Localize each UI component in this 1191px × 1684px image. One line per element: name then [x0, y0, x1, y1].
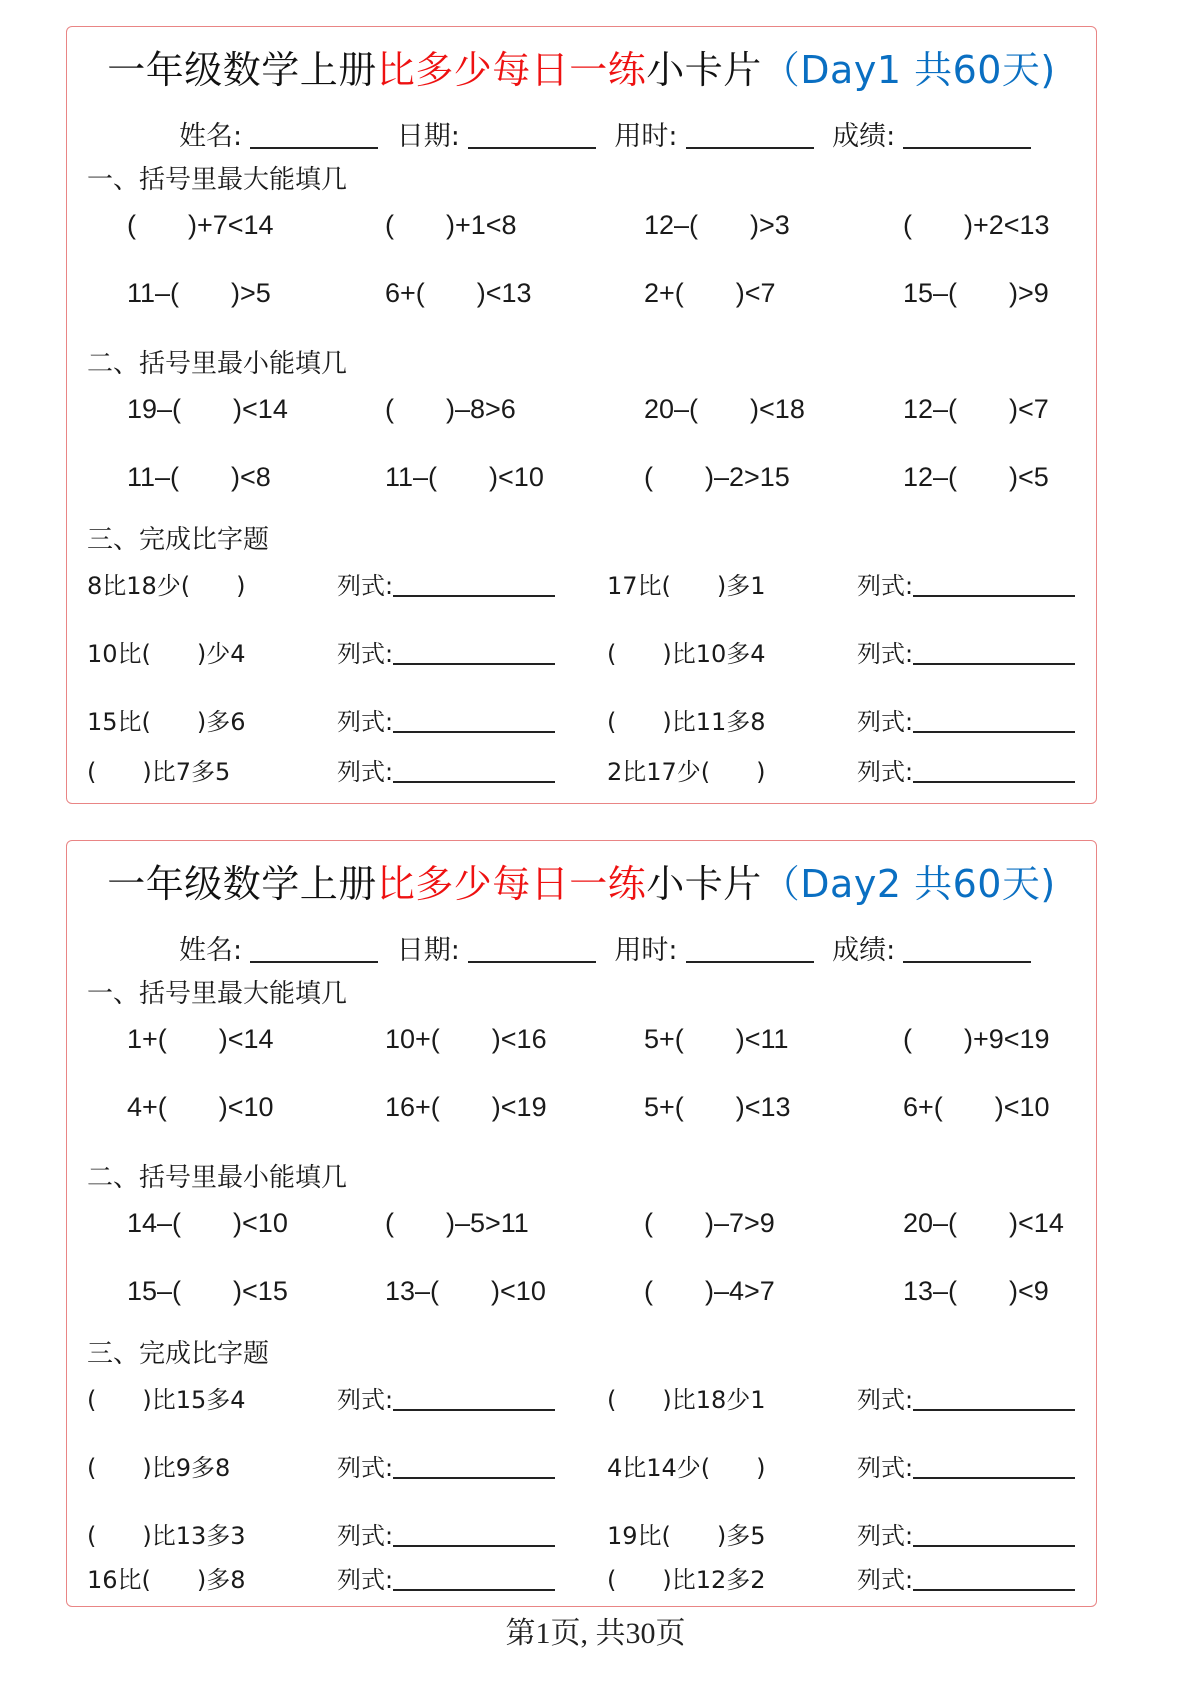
equation: [644, 391, 805, 427]
equation: [903, 459, 1049, 495]
formula-blank[interactable]: [913, 757, 1075, 783]
formula-field[interactable]: [857, 1451, 1075, 1485]
formula-label: 列式:: [857, 572, 914, 600]
q-pre: 8比18少(: [87, 572, 191, 600]
date-blank[interactable]: [468, 121, 596, 149]
eq-post: )–8>6: [446, 394, 516, 424]
eq-post: )<10: [994, 1092, 1050, 1122]
eq-post: )+9<19: [964, 1024, 1050, 1054]
eq-pre: 13–(: [385, 1276, 440, 1306]
name-field[interactable]: [179, 119, 378, 155]
eq-pre: 19–(: [127, 394, 182, 424]
formula-field[interactable]: [857, 1563, 1075, 1597]
formula-field[interactable]: [337, 1563, 555, 1597]
worksheet-card-day2: [66, 840, 1097, 1607]
eq-pre: 20–(: [903, 1208, 958, 1238]
date-label: 日期:: [396, 935, 460, 966]
formula-label: 列式:: [857, 1386, 914, 1414]
eq-post: )<15: [233, 1276, 288, 1306]
time-blank[interactable]: [686, 935, 814, 963]
q-post: )比7多5: [142, 758, 231, 786]
equation: [644, 275, 776, 311]
formula-blank[interactable]: [393, 1565, 555, 1591]
section-max-fill-title: 一、括号里最大能填几: [87, 979, 348, 1009]
time-field[interactable]: [614, 933, 813, 969]
q-pre: (: [87, 1386, 97, 1414]
date-field[interactable]: [397, 933, 596, 969]
eq-pre: 11–(: [385, 462, 438, 492]
date-field[interactable]: [397, 119, 596, 155]
q-post: )比11多8: [662, 708, 766, 736]
eq-post: )<9: [1009, 1276, 1049, 1306]
compare-row: [67, 637, 1096, 671]
equation-row: [67, 459, 1096, 495]
formula-label: 列式:: [857, 708, 914, 736]
eq-post: )<14: [218, 1024, 274, 1054]
formula-field[interactable]: [857, 569, 1075, 603]
compare-question: [607, 755, 766, 789]
formula-field[interactable]: [337, 705, 555, 739]
eq-post: )+1<8: [446, 210, 517, 240]
equation: [385, 1273, 546, 1309]
eq-pre: (: [644, 1276, 653, 1306]
formula-label: 列式:: [337, 572, 394, 600]
q-post: )比10多4: [662, 640, 766, 668]
formula-blank[interactable]: [913, 1565, 1075, 1591]
formula-label: 列式:: [857, 1522, 914, 1550]
q-pre: 17比(: [607, 572, 671, 600]
q-pre: (: [87, 1454, 97, 1482]
eq-post: )<10: [233, 1208, 288, 1238]
score-blank[interactable]: [903, 121, 1031, 149]
formula-field[interactable]: [337, 755, 555, 789]
time-label: 用时:: [614, 935, 678, 966]
equation: [127, 1273, 288, 1309]
formula-field[interactable]: [337, 637, 555, 671]
card-title: [67, 859, 1096, 909]
equation-row: [67, 1021, 1096, 1057]
title-card: 小卡片: [646, 862, 762, 906]
eq-pre: 4+(: [127, 1092, 167, 1122]
compare-question: [607, 1383, 766, 1417]
date-blank[interactable]: [468, 935, 596, 963]
eq-pre: 6+(: [385, 278, 425, 308]
formula-blank[interactable]: [393, 707, 555, 733]
eq-pre: (: [385, 1208, 394, 1238]
compare-question: [87, 637, 246, 671]
compare-question: [607, 705, 766, 739]
formula-field[interactable]: [337, 1519, 555, 1553]
eq-pre: (: [385, 394, 394, 424]
eq-post: )>9: [1009, 278, 1049, 308]
q-post: )比12多2: [662, 1566, 766, 1594]
eq-pre: 1+(: [127, 1024, 167, 1054]
eq-post: )<18: [750, 394, 805, 424]
eq-pre: 11–(: [127, 278, 180, 308]
equation-row: [67, 1273, 1096, 1309]
q-post: ): [756, 758, 766, 786]
formula-label: 列式:: [857, 640, 914, 668]
compare-question: [87, 569, 246, 603]
q-post: )多1: [716, 572, 766, 600]
formula-blank[interactable]: [393, 1453, 555, 1479]
eq-pre: (: [127, 210, 136, 240]
card-title: [67, 45, 1096, 95]
equation: [385, 1021, 547, 1057]
formula-label: 列式:: [337, 758, 394, 786]
equation: [644, 459, 790, 495]
q-pre: (: [87, 758, 97, 786]
equation-row: [67, 1089, 1096, 1125]
page-number: 第1页, 共30页: [505, 1617, 686, 1650]
eq-pre: 13–(: [903, 1276, 958, 1306]
eq-post: )<14: [233, 394, 288, 424]
formula-blank[interactable]: [913, 707, 1075, 733]
compare-question: [87, 705, 246, 739]
equation: [385, 391, 516, 427]
q-post: )多5: [716, 1522, 766, 1550]
formula-label: 列式:: [337, 1454, 394, 1482]
date-label: 日期:: [396, 121, 460, 152]
formula-label: 列式:: [857, 1454, 914, 1482]
eq-pre: 5+(: [644, 1092, 684, 1122]
formula-label: 列式:: [337, 640, 394, 668]
equation: [385, 207, 517, 243]
section-compare-title: 三、完成比字题: [87, 1339, 270, 1369]
title-topic: 比多少每日一练: [376, 862, 647, 906]
equation: [127, 1021, 274, 1057]
q-pre: (: [607, 1386, 617, 1414]
title-day: （Day1 共60天): [761, 48, 1056, 92]
student-info-row: [179, 119, 1041, 155]
eq-pre: 12–(: [644, 210, 699, 240]
eq-pre: 12–(: [903, 462, 958, 492]
q-post: )多8: [196, 1566, 246, 1594]
eq-post: )<19: [491, 1092, 547, 1122]
q-post: )比13多3: [142, 1522, 246, 1550]
q-pre: 10比(: [87, 640, 151, 668]
eq-pre: (: [903, 1024, 912, 1054]
equation-row: [67, 207, 1096, 243]
formula-field[interactable]: [857, 1519, 1075, 1553]
formula-blank[interactable]: [913, 639, 1075, 665]
compare-question: [87, 1519, 246, 1553]
formula-blank[interactable]: [393, 757, 555, 783]
formula-blank[interactable]: [393, 1521, 555, 1547]
score-blank[interactable]: [903, 935, 1031, 963]
eq-post: )–2>15: [705, 462, 790, 492]
equation: [385, 1205, 529, 1241]
equation: [903, 1089, 1050, 1125]
formula-blank[interactable]: [393, 1385, 555, 1411]
eq-post: )<7: [735, 278, 776, 308]
formula-field[interactable]: [857, 705, 1075, 739]
time-blank[interactable]: [686, 121, 814, 149]
q-post: ): [236, 572, 246, 600]
eq-pre: (: [644, 462, 653, 492]
formula-label: 列式:: [857, 1566, 914, 1594]
eq-post: )+2<13: [964, 210, 1050, 240]
equation: [903, 1273, 1049, 1309]
equation: [644, 207, 790, 243]
equation: [127, 391, 288, 427]
time-label: 用时:: [614, 121, 678, 152]
section-max-fill-title: 一、括号里最大能填几: [87, 165, 348, 195]
q-post: )比18少1: [662, 1386, 766, 1414]
formula-blank[interactable]: [393, 571, 555, 597]
q-post: )比15多4: [142, 1386, 246, 1414]
eq-post: )+7<14: [188, 210, 274, 240]
formula-blank[interactable]: [913, 1385, 1075, 1411]
q-post: ): [756, 1454, 766, 1482]
compare-question: [87, 1563, 246, 1597]
equation: [903, 1021, 1050, 1057]
q-pre: 15比(: [87, 708, 151, 736]
name-label: 姓名:: [179, 121, 243, 152]
equation: [127, 459, 271, 495]
equation: [127, 1205, 288, 1241]
name-label: 姓名:: [179, 935, 243, 966]
eq-pre: 12–(: [903, 394, 958, 424]
compare-question: [607, 637, 766, 671]
compare-question: [607, 569, 766, 603]
formula-field[interactable]: [337, 569, 555, 603]
eq-post: )<13: [735, 1092, 791, 1122]
equation: [903, 391, 1049, 427]
equation: [127, 207, 274, 243]
eq-pre: 11–(: [127, 462, 180, 492]
eq-post: )<14: [1009, 1208, 1064, 1238]
eq-post: )<13: [476, 278, 532, 308]
eq-post: )>3: [750, 210, 790, 240]
formula-label: 列式:: [337, 1566, 394, 1594]
q-pre: 16比(: [87, 1566, 151, 1594]
formula-blank[interactable]: [913, 571, 1075, 597]
equation: [903, 207, 1050, 243]
eq-pre: 20–(: [644, 394, 699, 424]
eq-post: )<8: [231, 462, 271, 492]
eq-post: )–4>7: [705, 1276, 775, 1306]
title-card: 小卡片: [646, 48, 762, 92]
eq-post: )<10: [491, 1276, 546, 1306]
eq-post: )<10: [489, 462, 544, 492]
equation: [903, 1205, 1064, 1241]
compare-row: [67, 569, 1096, 603]
equation: [644, 1273, 775, 1309]
title-grade: 一年级数学上册: [107, 862, 377, 906]
eq-pre: 14–(: [127, 1208, 182, 1238]
q-post: )少4: [196, 640, 246, 668]
equation: [644, 1021, 789, 1057]
eq-pre: (: [903, 210, 912, 240]
q-pre: 19比(: [607, 1522, 671, 1550]
compare-row: [67, 1563, 1096, 1597]
compare-row: [67, 1383, 1096, 1417]
compare-question: [87, 755, 230, 789]
compare-row: [67, 705, 1096, 739]
q-post: )比9多8: [142, 1454, 231, 1482]
compare-question: [87, 1383, 246, 1417]
eq-pre: 15–(: [903, 278, 958, 308]
eq-pre: 6+(: [903, 1092, 943, 1122]
title-day: （Day2 共60天): [761, 862, 1056, 906]
score-field[interactable]: [832, 933, 1031, 969]
eq-post: )–7>9: [705, 1208, 775, 1238]
equation: [385, 1089, 547, 1125]
score-label: 成绩:: [832, 121, 896, 152]
eq-pre: 5+(: [644, 1024, 684, 1054]
eq-post: )<5: [1009, 462, 1049, 492]
formula-blank[interactable]: [913, 1453, 1075, 1479]
compare-question: [607, 1451, 766, 1485]
formula-label: 列式:: [337, 1522, 394, 1550]
eq-pre: (: [644, 1208, 653, 1238]
formula-field[interactable]: [337, 1383, 555, 1417]
formula-blank[interactable]: [913, 1521, 1075, 1547]
eq-pre: 15–(: [127, 1276, 182, 1306]
formula-label: 列式:: [337, 708, 394, 736]
eq-pre: (: [385, 210, 394, 240]
formula-field[interactable]: [857, 1383, 1075, 1417]
formula-field[interactable]: [857, 755, 1075, 789]
eq-post: )<11: [735, 1024, 789, 1054]
q-post: )多6: [196, 708, 246, 736]
compare-question: [87, 1451, 230, 1485]
eq-pre: 10+(: [385, 1024, 440, 1054]
section-min-fill-title: 二、括号里最小能填几: [87, 1163, 348, 1193]
q-pre: 4比14少(: [607, 1454, 711, 1482]
name-field[interactable]: [179, 933, 378, 969]
eq-post: )<16: [491, 1024, 547, 1054]
equation: [903, 275, 1049, 311]
equation: [644, 1089, 791, 1125]
q-pre: (: [607, 1566, 617, 1594]
score-label: 成绩:: [832, 935, 896, 966]
equation: [385, 459, 544, 495]
formula-label: 列式:: [337, 1386, 394, 1414]
q-pre: 2比17少(: [607, 758, 711, 786]
title-topic: 比多少每日一练: [376, 48, 647, 92]
q-pre: (: [607, 640, 617, 668]
name-blank[interactable]: [250, 935, 378, 963]
student-info-row: [179, 933, 1041, 969]
formula-blank[interactable]: [393, 639, 555, 665]
compare-row: [67, 755, 1096, 789]
section-compare-title: 三、完成比字题: [87, 525, 270, 555]
eq-post: )–5>11: [446, 1208, 529, 1238]
formula-field[interactable]: [857, 637, 1075, 671]
eq-pre: 2+(: [644, 278, 684, 308]
compare-row: [67, 1519, 1096, 1553]
formula-field[interactable]: [337, 1451, 555, 1485]
section-min-fill-title: 二、括号里最小能填几: [87, 349, 348, 379]
compare-question: [607, 1563, 766, 1597]
q-pre: (: [607, 708, 617, 736]
eq-post: )<7: [1009, 394, 1049, 424]
eq-pre: 16+(: [385, 1092, 440, 1122]
equation: [127, 275, 271, 311]
q-pre: (: [87, 1522, 97, 1550]
equation: [385, 275, 532, 311]
score-field[interactable]: [832, 119, 1031, 155]
eq-post: )<10: [218, 1092, 274, 1122]
eq-post: )>5: [231, 278, 271, 308]
time-field[interactable]: [614, 119, 813, 155]
compare-row: [67, 1451, 1096, 1485]
equation-row: [67, 275, 1096, 311]
equation-row: [67, 1205, 1096, 1241]
equation: [644, 1205, 775, 1241]
worksheet-card-day1: [66, 26, 1097, 804]
equation-row: [67, 391, 1096, 427]
compare-question: [607, 1519, 766, 1553]
formula-label: 列式:: [857, 758, 914, 786]
name-blank[interactable]: [250, 121, 378, 149]
title-grade: 一年级数学上册: [107, 48, 377, 92]
equation: [127, 1089, 274, 1125]
